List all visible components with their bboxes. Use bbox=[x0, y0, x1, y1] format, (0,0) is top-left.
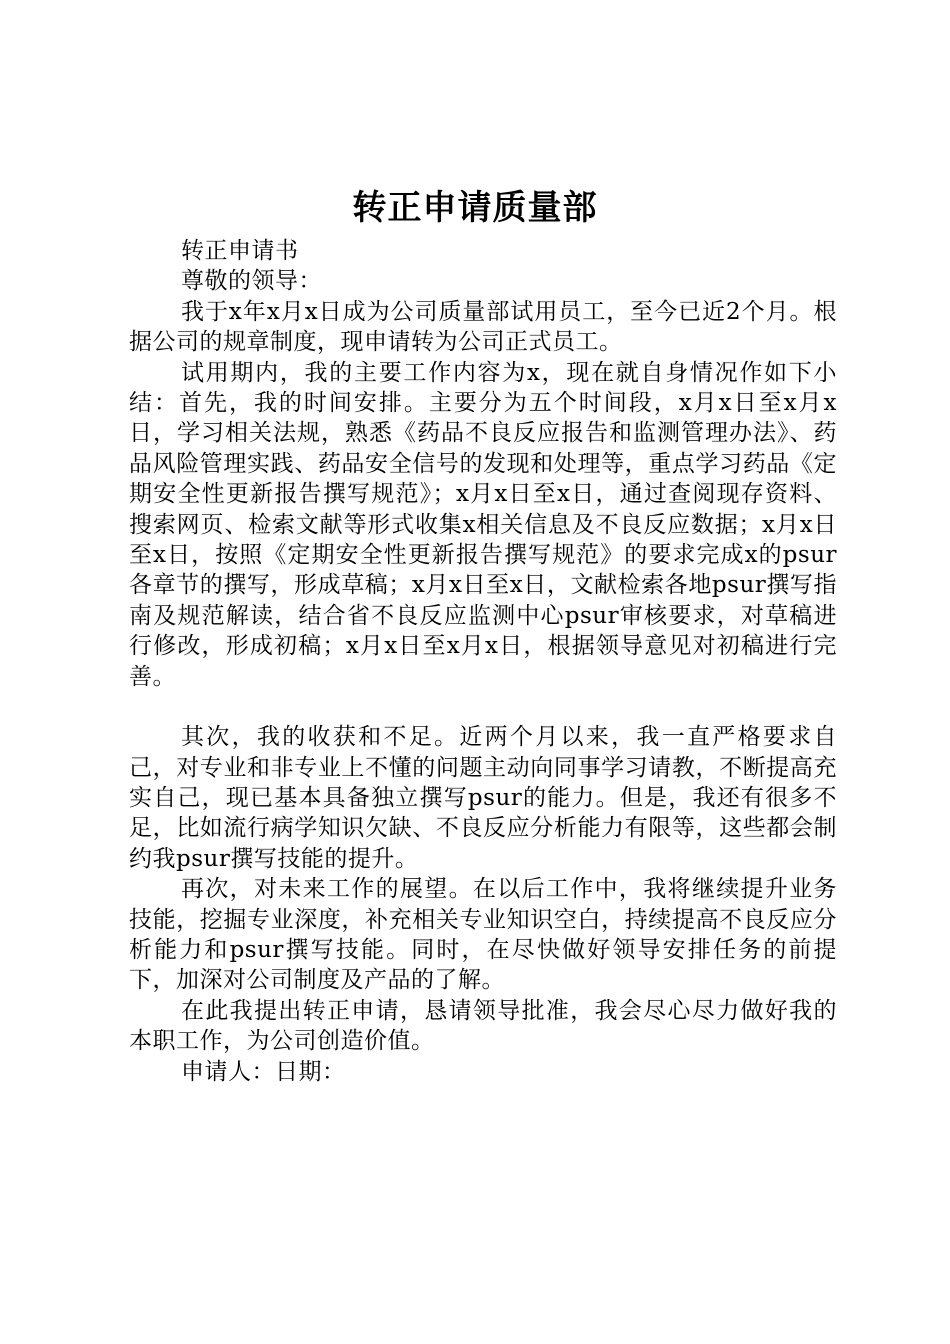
paragraph-spacer bbox=[129, 692, 837, 722]
paragraph-gains-shortcomings: 其次，我的收获和不足。近两个月以来，我一直严格要求自己，对专业和非专业上不懂的问题主动向同事学习请教，不断提高充实自己，现已基本具备独立撰写psur的能力。但是，我还有很多不足，比如流行病学知识欠缺、不良反应分析能力有限等，这些都会制约我psur撰写技能的提升。 bbox=[129, 724, 837, 872]
paragraph-outlook: 再次，对未来工作的展望。在以后工作中，我将继续提升业务技能，挖掘专业深度，补充相关专业知识空白，持续提高不良反应分析能力和psur撰写技能。同时，在尽快做好领导安排任务的前提下，加深对公司制度及产品的了解。 bbox=[129, 876, 837, 994]
paragraph-heading: 转正申请书 bbox=[181, 238, 299, 264]
document-title: 转正申请质量部 bbox=[352, 188, 598, 228]
paragraph-salutation: 尊敬的领导： bbox=[181, 268, 322, 295]
paragraph-request: 在此我提出转正申请，恳请领导批准，我会尽心尽力做好我的本职工作，为公司创造价值。 bbox=[129, 997, 837, 1055]
document-body bbox=[129, 236, 837, 1087]
paragraph-intro: 我于x年x月x日成为公司质量部试用员工，至今已近2个月。根据公司的规章制度，现申请转为公司正式员工。 bbox=[129, 298, 837, 356]
paragraph-signature: 申请人：日期： bbox=[181, 1058, 346, 1085]
paragraph-work-summary: 试用期内，我的主要工作内容为x，现在就自身情况作如下小结：首先，我的时间安排。主要分为五个时间段，x月x日至x月x日，学习相关法规，熟悉《药品不良反应报告和监测管理办法》、药品风险管理实践、药品安全信号的发现和处理等，重点学习药品《定期安全性更新报告撰写规范》；x月x日至x日，通过查阅现存资料、搜索网页、检索文献等形式收集x相关信息及不良反应数据；x月x日至x日，按照《定期安全性更新报告撰写规范》的要求完成x的psur各章节的撰写，形成草稿；x月x日至x日，文献检索各地psur撰写指南及规范解读，结合省不良反应监测中心psur审核要求，对草稿进行修改，形成初稿；x月x日至x月x日，根据领导意见对初稿进行完善。 bbox=[129, 359, 837, 690]
